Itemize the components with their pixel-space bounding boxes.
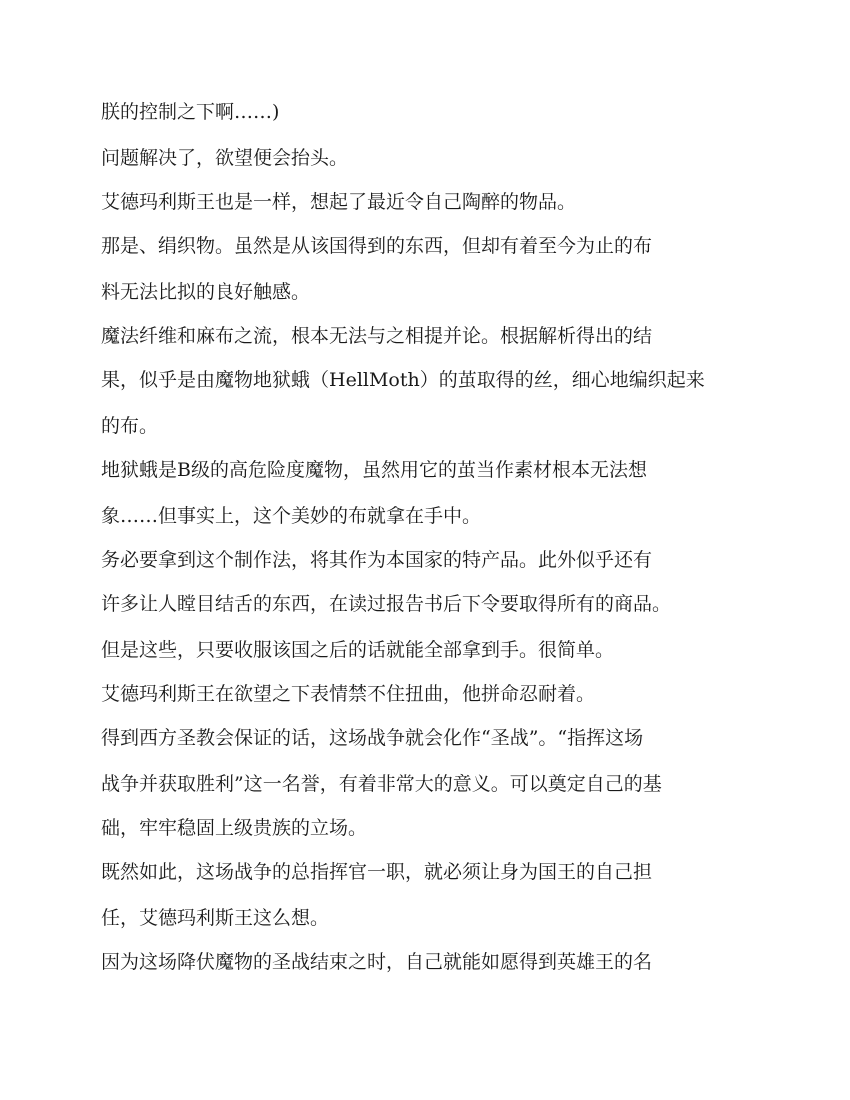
text-line: 既然如此，这场战争的总指挥官一职，就必须让身为国王的自己担 <box>101 861 653 883</box>
text-line: 务必要拿到这个制作法，将其作为本国家的特产品。此外似乎还有 <box>101 549 653 571</box>
text-line: 因为这场降伏魔物的圣战结束之时，自己就能如愿得到英雄王的名 <box>101 951 653 973</box>
text-line: 魔法纤维和麻布之流，根本无法与之相提并论。根据解析得出的结 <box>101 325 653 347</box>
text-line: 许多让人瞠目结舌的东西，在读过报告书后下令要取得所有的商品。 <box>101 593 672 615</box>
text-line: 问题解决了，欲望便会抬头。 <box>101 147 349 169</box>
text-line: 艾德玛利斯王也是一样，想起了最近令自己陶醉的物品。 <box>101 191 577 213</box>
text-line: 但是这些，只要收服该国之后的话就能全部拿到手。很简单。 <box>101 639 615 661</box>
text-line: 战争并获取胜利”这一名誉，有着非常大的意义。可以奠定自己的基 <box>101 773 662 795</box>
text-line: 那是、绢织物。虽然是从该国得到的东西，但却有着至今为止的布 <box>101 235 653 257</box>
text-line: 础，牢牢稳固上级贵族的立场。 <box>101 817 368 839</box>
text-line: 象……但事实上，这个美妙的布就拿在手中。 <box>101 505 482 527</box>
text-line: 得到西方圣教会保证的话，这场战争就会化作“圣战”。“指挥这场 <box>101 727 644 749</box>
text-line: 的布。 <box>101 415 159 437</box>
text-line: 任，艾德玛利斯王这么想。 <box>101 907 330 929</box>
text-line: 料无法比拟的良好触感。 <box>101 281 311 303</box>
text-line: 果，似乎是由魔物地狱蛾（HellMoth）的茧取得的丝，细心地编织起来 <box>101 369 705 391</box>
text-line: 艾德玛利斯王在欲望之下表情禁不住扭曲，他拼命忍耐着。 <box>101 683 596 705</box>
text-line: 朕的控制之下啊……) <box>101 101 280 123</box>
text-line: 地狱蛾是B级的高危险度魔物，虽然用它的茧当作素材根本无法想 <box>101 459 647 481</box>
